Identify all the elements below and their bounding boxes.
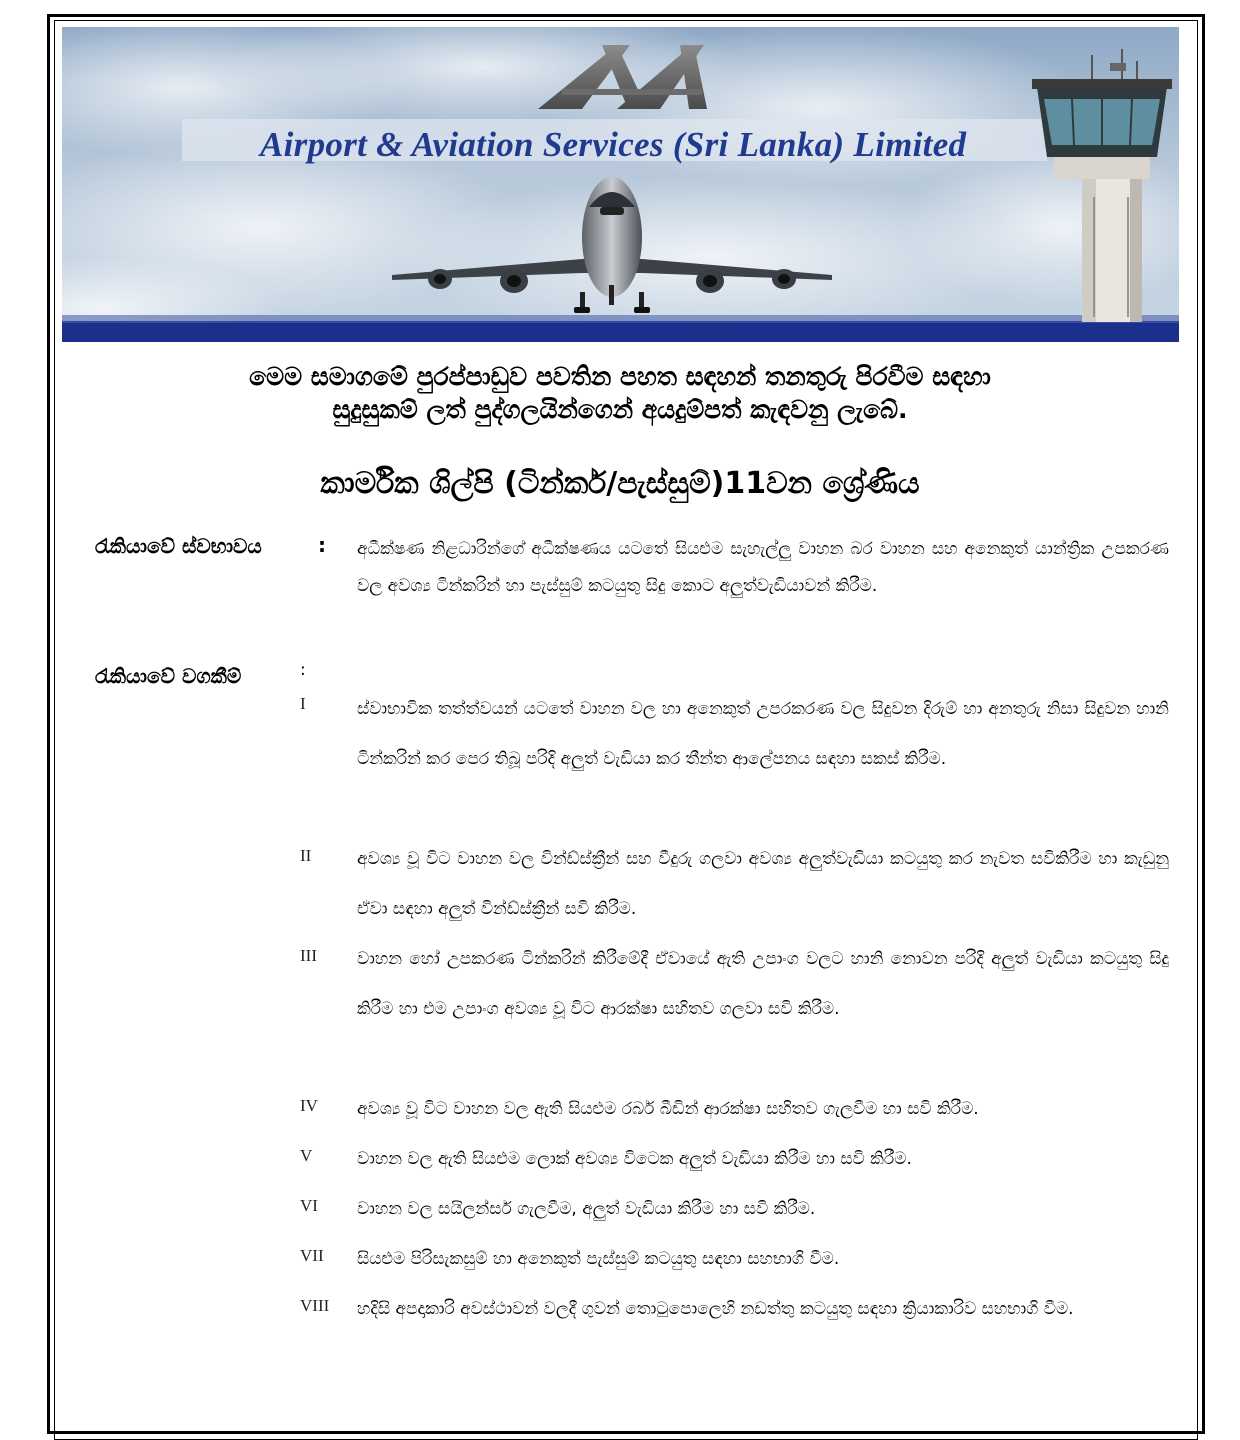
post-title: කාර්මික ශිල්පි (ටින්කර්/පැස්සුම්)11වන ශ්‍රේණිය [320,466,920,501]
duty-text: වාහන හෝ උපකරණ ටින්කරින් කිරීමේදී ඒවායේ ඇති උපාංග වලට හානි නොවන පරිදි අලුත් වැඩියා කටයුතු සිදු කිරීම හා එම උපාංග අවශ්‍ය වූ විට ආරක්ෂා සහිතව ගලවා සවි කිරීම. [357,949,1169,1019]
duty-text: හදිසි අපදාකාරි අවස්ථාවන් වලදී ගුවන් තොටුපොලෙහි නඩත්තු කටයුතු සඳහා ක්‍රියාකාරිව සහභාගි වීම. [357,1299,1074,1319]
duty-number: VII [300,1246,324,1265]
intro-line-1: මෙම සමාගමේ පුරප්පාඩුව පවතින පහත සඳහන් තනතුරු පිරවීම සඳහා [249,362,991,391]
banner-artwork [62,27,1179,342]
duty-text: අවශ්‍ය වූ විට වාහන වල වින්ඩ්ස්ක්‍රීන් සහ වීදුරු ගලවා අවශ්‍ය අලුත්වැඩියා කටයුතු කර නැවත සවිකිරීම හා කැඩුනු ඒවා සඳහා අලුත් වින්ඩ්ස්ක්‍රීන් සවි කිරීම. [357,849,1169,919]
duty-text: ස්වාභාවික තත්ත්වයන් යටතේ වාහන වල හා අනෙකුත් උපරකරණ වල සිදුවන දිරුම් හා අනතුරු නිසා සිදුවන හානි ටින්කරින් කර පෙර තිබූ පරිදි අලුත් වැඩියා කර තීන්ත ආලේපනය සඳහා සකස් කිරීම. [357,699,1169,769]
duty-text: අවශ්‍ය වූ විට වාහන වල ඇති සියළුම රබර් බීඩින් ආරක්ෂා සහිතව ගැලවීම හා සවි කිරීම. [357,1099,979,1119]
duty-number: III [300,946,317,965]
job-nature-text: අධීක්ෂණ නිළධාරින්ගේ අධීක්ෂණය යටතේ සියළුම සැහැල්ලු වාහන බර වාහන සහ අනෙකුත් යාන්ත්‍රික උපකරණ වල අවශ්‍ය ටින්කරින් හා පැස්සුම් කටයුතු සිදු කොට අලුත්වැඩියාවන් කිරීම. [357,539,1169,596]
job-nature-colon: : [318,533,326,557]
duty-number: II [300,846,312,865]
duty-number: VIII [300,1296,330,1315]
duty-number: V [300,1146,313,1165]
duty-number: VI [300,1196,318,1215]
duty-number: IV [300,1096,318,1115]
banner-bottom-bar [62,321,1179,342]
company-name: Airport & Aviation Services (Sri Lanka) Limited [260,125,967,164]
duty-text: සියළුම පිරිසැකසුම් හා අනෙකුත් පැස්සුම් කටයුතු සඳහා සහභාගි වීම. [357,1249,840,1269]
duties-label: රැකියාවේ වගකීම් [95,664,242,688]
company-name-strip [182,119,1047,161]
duty-text: වාහන වල සයිලන්සර් ගැලවීම, අලුත් වැඩියා කිරීම හා සවි කිරීම. [357,1199,816,1219]
job-nature-label: රැකියාවේ ස්වභාවය [95,534,262,558]
duties-colon: : [300,660,306,680]
duty-text: වාහන වල ඇති සියළුම ලොක් අවශ්‍ය විටෙක අලුත් වැඩියා කිරීම හා සවි කිරීම. [357,1149,912,1169]
intro-line-2: සුදුසුකම් ලත් පුද්ගලයින්ගෙන් අයදුම්පත් කැඳවනු ලැබේ. [332,395,908,424]
intro-heading [80,360,1160,426]
header-banner [62,27,1179,342]
duty-number: I [300,694,306,713]
